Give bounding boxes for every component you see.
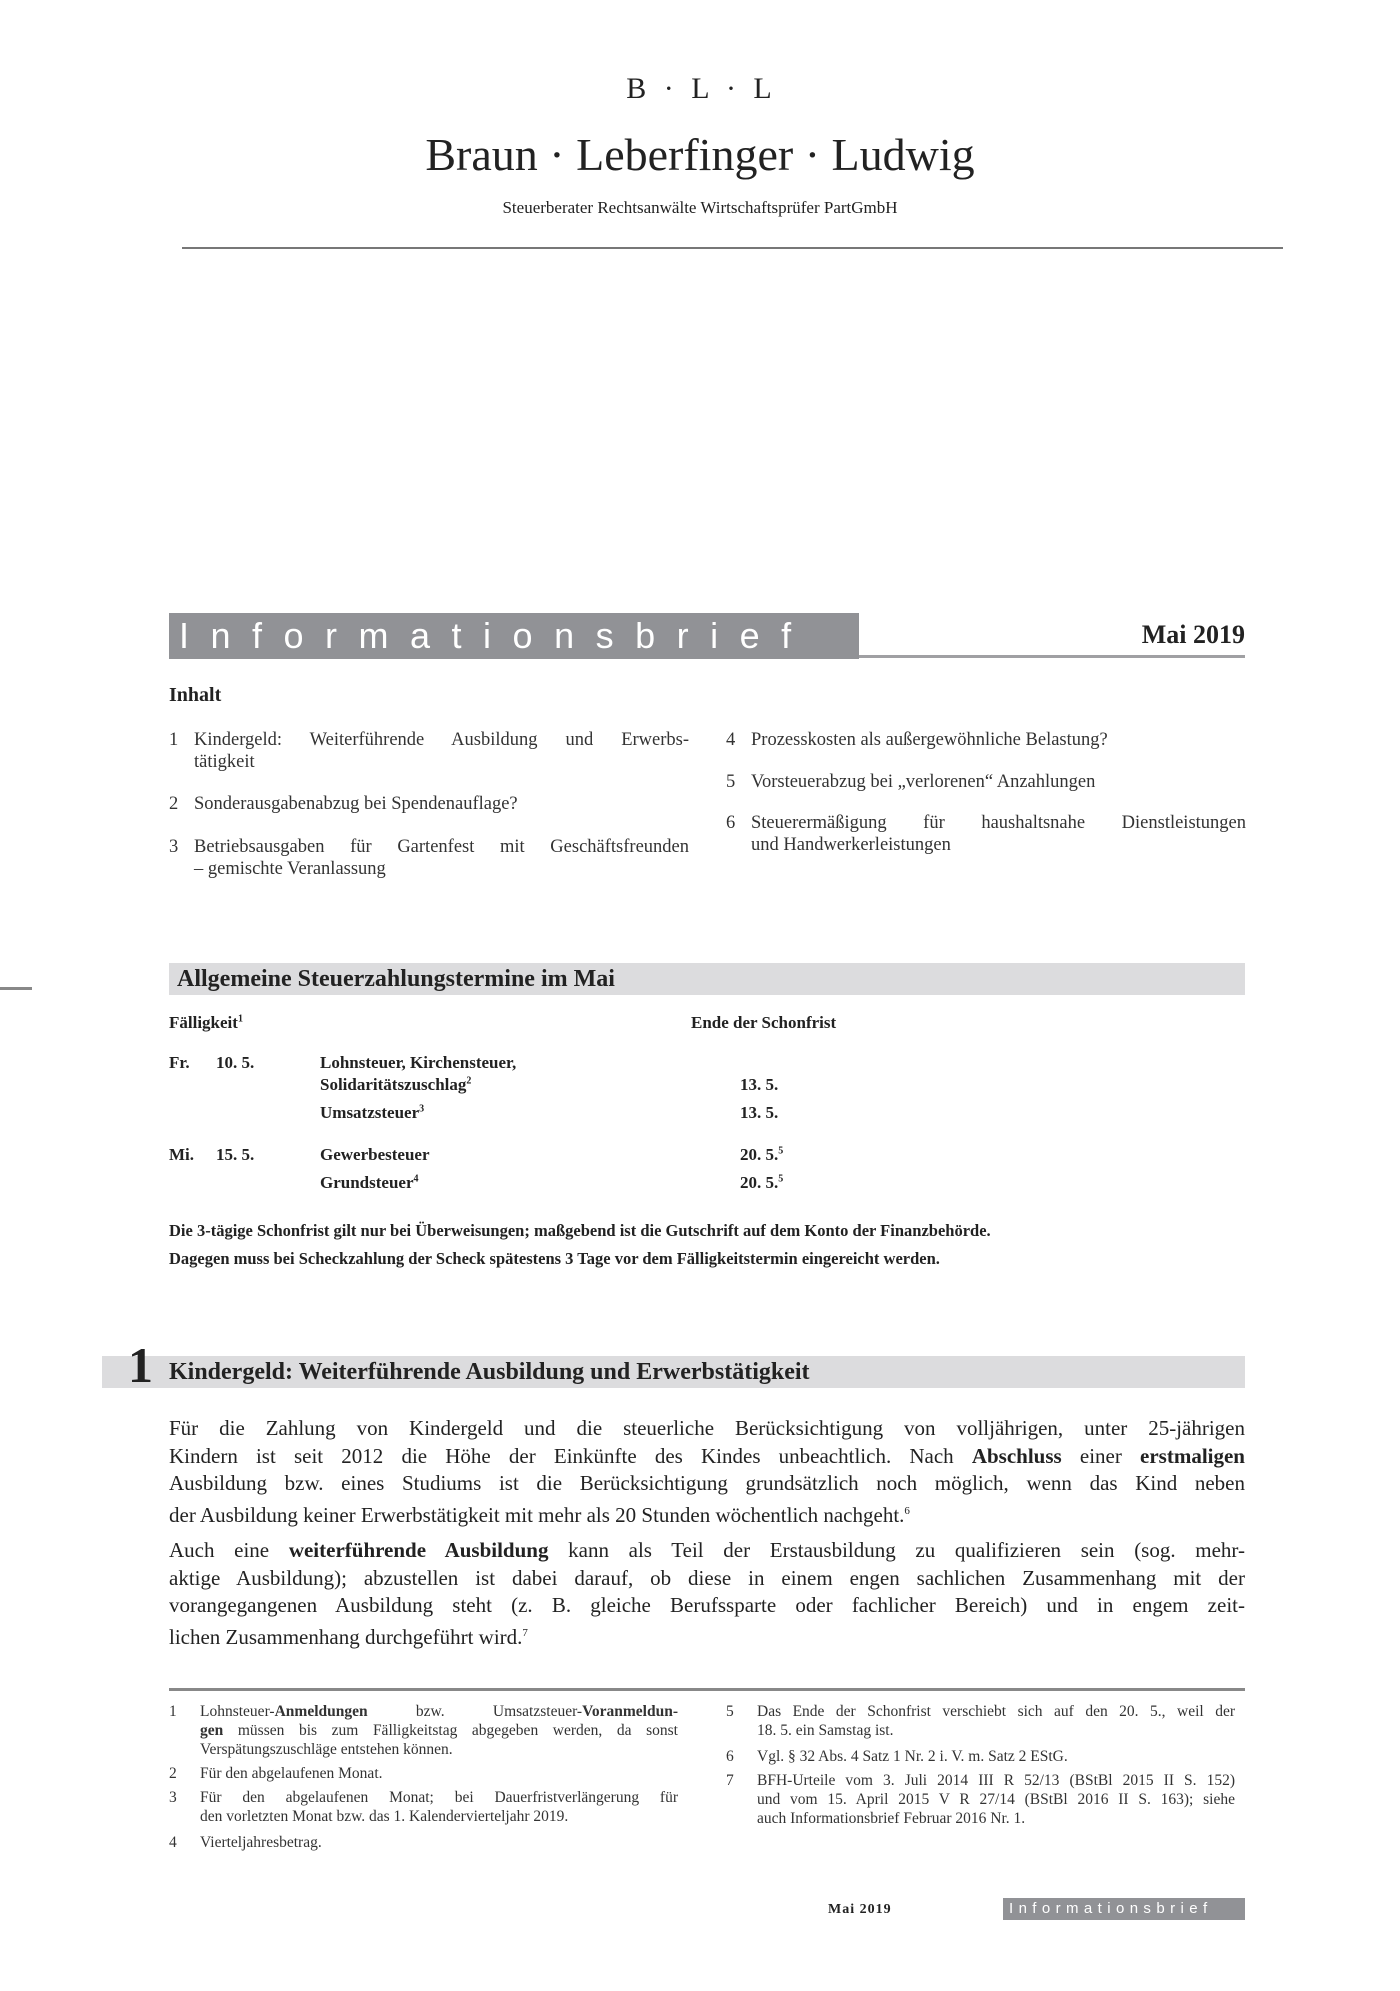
tax-name: Lohnsteuer, Kirchensteuer, [320, 1053, 517, 1072]
grace-date: 20. 5. [740, 1145, 779, 1164]
footnote-line [757, 1809, 1235, 1828]
schedule-tax [320, 1145, 430, 1165]
paragraph-line [169, 1537, 1245, 1565]
toc-label [751, 729, 1246, 751]
bold-text: Abschluss [971, 1443, 1062, 1468]
footnote-line [200, 1740, 678, 1759]
footnote-text [200, 1833, 678, 1852]
grace-date: 20. 5. [740, 1173, 779, 1192]
masthead-title: Informationsbrief [169, 613, 859, 659]
schedule-grace [740, 1173, 783, 1193]
bold-text: Voranmeldun- [582, 1703, 678, 1720]
issue-date: Mai 2019 [1141, 620, 1245, 649]
paragraph-line [169, 1620, 1245, 1648]
paragraph-line [169, 1415, 1245, 1443]
grace-date: 13. 5. [740, 1075, 779, 1094]
text: den vorletzten Monat bzw. das 1. Kalendervierteljahr 2019. [200, 1808, 569, 1825]
footnote-line [200, 1788, 678, 1807]
col-due-header [169, 1013, 243, 1033]
section-1-number: 1 [128, 1337, 153, 1393]
paragraph-line [169, 1498, 1245, 1526]
text: 18. 5. ein Samstag ist. [757, 1722, 894, 1739]
schedule-note-2: Dagegen muss bei Scheckzahlung der Scheck spätestens 3 Tage vor dem Fälligkeitstermin eingereicht werden. [169, 1249, 940, 1268]
col-due-label: Fälligkeit [169, 1013, 238, 1032]
text: vorangegangenen Ausbildung steht (z. B. gleiche Berufssparte oder fachlicher Bereich) und in engem zeit- [169, 1593, 1245, 1617]
section-1-header [102, 1356, 1245, 1388]
tax-name: Solidaritätszuschlag [320, 1075, 467, 1094]
schedule-day: Fr. [169, 1053, 190, 1072]
footnote-number: 3 [169, 1789, 177, 1806]
masthead-divider [859, 655, 1245, 658]
toc-line: Prozesskosten als außergewöhnliche Belastung? [751, 730, 1108, 750]
footer-title: Informationsbrief [1003, 1898, 1245, 1920]
section-1-title: Kindergeld: Weiterführende Ausbildung und Erwerbstätigkeit [169, 1359, 810, 1385]
toc-line: Vorsteuerabzug bei „verlorenen“ Anzahlungen [751, 772, 1096, 792]
paragraph-line [169, 1470, 1245, 1498]
text: Kindern ist seit 2012 die Höhe der Einkünfte des Kindes unbeachtlich. Nach [169, 1443, 972, 1468]
text: der Ausbildung keiner Erwerbstätigkeit mit mehr als 20 Stunden wöchentlich nachgeht. [169, 1502, 905, 1527]
schedule-tax [320, 1053, 516, 1073]
footnote-text [757, 1702, 1235, 1740]
footnote-line [757, 1721, 1235, 1740]
schedule-grace [740, 1103, 778, 1123]
toc-number: 2 [169, 794, 179, 814]
toc-number: 4 [726, 730, 736, 750]
tax-name: Umsatzsteuer [320, 1103, 420, 1122]
footnote-line [757, 1790, 1235, 1809]
schedule-grace [740, 1145, 783, 1165]
toc-label [194, 836, 689, 880]
footnote-ref: 5 [778, 1145, 784, 1157]
schedule-grace [740, 1075, 778, 1095]
text: kann als Teil der Erstausbildung zu qualifizieren sein (sog. mehr- [548, 1538, 1245, 1562]
schedule-tax [320, 1173, 419, 1193]
footnote-line [757, 1771, 1235, 1790]
text: BFH-Urteile vom 3. Juli 2014 III R 52/13 (BStBl 2015 II S. 152) [757, 1772, 1235, 1789]
header-divider [182, 247, 1283, 249]
schedule-title: Allgemeine Steuerzahlungstermine im Mai [177, 966, 615, 992]
footnote-ref: 1 [237, 1013, 243, 1025]
footnote-number: 6 [726, 1748, 734, 1765]
tax-name: Grundsteuer [320, 1173, 414, 1192]
footnote-ref: 7 [522, 1626, 528, 1639]
footnote-number: 7 [726, 1772, 734, 1789]
footnote-text [757, 1771, 1235, 1828]
footer-date: Mai 2019 [828, 1902, 892, 1917]
text: Lohnsteuer- [200, 1703, 275, 1720]
footnote-number: 5 [726, 1703, 734, 1720]
bold-text: Anmeldungen [274, 1703, 368, 1720]
text: Ausbildung bzw. eines Studiums ist die Berücksichtigung grundsätzlich noch möglich, wenn das Kind neben [169, 1471, 1245, 1495]
bold-text: erstmaligen [1140, 1443, 1245, 1468]
toc-label [194, 729, 689, 773]
paragraph [169, 1415, 1245, 1525]
toc-label [751, 771, 1246, 793]
text: Verspätungszuschläge entstehen können. [200, 1741, 453, 1758]
text: Für den abgelaufenen Monat; bei Dauerfristverlängerung für [200, 1789, 678, 1806]
footnote-number: 2 [169, 1765, 177, 1782]
footnote-ref: 3 [419, 1103, 425, 1115]
footnote-line [200, 1807, 678, 1826]
footnote-ref: 5 [778, 1173, 784, 1185]
text: Für die Zahlung von Kindergeld und die steuerliche Berücksichtigung von volljährigen, unter 25-jährigen [169, 1416, 1245, 1440]
footnote-line [757, 1702, 1235, 1721]
firm-initials: B · L · L [626, 72, 774, 105]
footnote-line [757, 1747, 1235, 1766]
schedule-day: Mi. [169, 1145, 195, 1164]
firm-subtitle: Steuerberater Rechtsanwälte Wirtschaftsprüfer PartGmbH [502, 198, 898, 217]
toc-heading: Inhalt [169, 684, 222, 706]
bold-text: weiterführende Ausbildung [288, 1538, 549, 1562]
toc-line: tätigkeit [194, 752, 255, 772]
footnote-number: 1 [169, 1703, 177, 1720]
text: müssen bis zum Fälligkeitstag abgegeben werden, da sonst [223, 1722, 678, 1739]
toc-line: – gemischte Veranlassung [194, 859, 386, 879]
margin-mark [0, 987, 32, 990]
text: aktige Ausbildung); abzustellen ist dabei darauf, ob diese in einem engen sachlichen Zusammenhang mit der [169, 1565, 1245, 1590]
toc-line: Betriebsausgaben für Gartenfest mit Geschäftsfreunden [194, 837, 689, 857]
footnote-text [200, 1788, 678, 1826]
toc-line: Kindergeld: Weiterführende Ausbildung und Erwerbs- [194, 730, 689, 750]
toc-line: und Handwerkerleistungen [751, 835, 951, 855]
schedule-tax [320, 1103, 424, 1123]
toc-number: 6 [726, 813, 736, 833]
schedule-tax [320, 1075, 471, 1095]
footnote-number: 4 [169, 1834, 177, 1851]
footnote-line [200, 1702, 678, 1721]
text: Auch eine [169, 1538, 289, 1562]
paragraph-line [169, 1443, 1245, 1471]
bold-text: gen [200, 1722, 224, 1739]
toc-number: 3 [169, 837, 179, 857]
col-grace-header: Ende der Schonfrist [691, 1013, 837, 1032]
schedule-header [169, 963, 1245, 995]
text: Vierteljahresbetrag. [200, 1834, 322, 1851]
grace-date: 13. 5. [740, 1103, 779, 1122]
footnote-ref: 4 [413, 1173, 419, 1185]
firm-name: Braun · Leberfinger · Ludwig [425, 129, 975, 180]
schedule-date: 10. 5. [216, 1053, 255, 1072]
footnote-line [200, 1721, 678, 1740]
text: Vgl. § 32 Abs. 4 Satz 1 Nr. 2 i. V. m. Satz 2 EStG. [757, 1748, 1068, 1765]
footnote-text [200, 1764, 678, 1783]
toc-label [194, 793, 689, 815]
footnote-divider [169, 1688, 1245, 1691]
footnote-line [200, 1764, 678, 1783]
text: Das Ende der Schonfrist verschiebt sich auf den 20. 5., weil der [757, 1703, 1235, 1720]
text: lichen Zusammenhang durchgeführt wird. [169, 1624, 523, 1649]
text: Für den abgelaufenen Monat. [200, 1765, 383, 1782]
toc-number: 5 [726, 772, 736, 792]
schedule-date: 15. 5. [216, 1145, 255, 1164]
toc-line: Sonderausgabenabzug bei Spendenauflage? [194, 794, 518, 814]
schedule-note-1: Die 3-tägige Schonfrist gilt nur bei Überweisungen; maßgebend ist die Gutschrift auf dem Konto der Finanzbehörde. [169, 1221, 991, 1240]
paragraph-line [169, 1592, 1245, 1620]
footnote-ref: 6 [904, 1504, 910, 1517]
toc-number: 1 [169, 730, 179, 750]
text: und vom 15. April 2015 V R 27/14 (BStBl 2016 II S. 163); siehe [757, 1791, 1235, 1808]
footnote-text [200, 1702, 678, 1759]
paragraph-line [169, 1565, 1245, 1593]
footnote-text [757, 1747, 1235, 1766]
paragraph [169, 1537, 1245, 1647]
footnote-ref: 2 [466, 1075, 472, 1087]
toc-label [751, 812, 1246, 856]
text: bzw. Umsatzsteuer- [367, 1703, 583, 1720]
toc-line: Steuerermäßigung für haushaltsnahe Dienstleistungen [751, 813, 1246, 833]
footnote-line [200, 1833, 678, 1852]
text: einer [1061, 1443, 1141, 1468]
text: auch Informationsbrief Februar 2016 Nr. 1. [757, 1810, 1026, 1827]
tax-name: Gewerbesteuer [320, 1145, 430, 1164]
